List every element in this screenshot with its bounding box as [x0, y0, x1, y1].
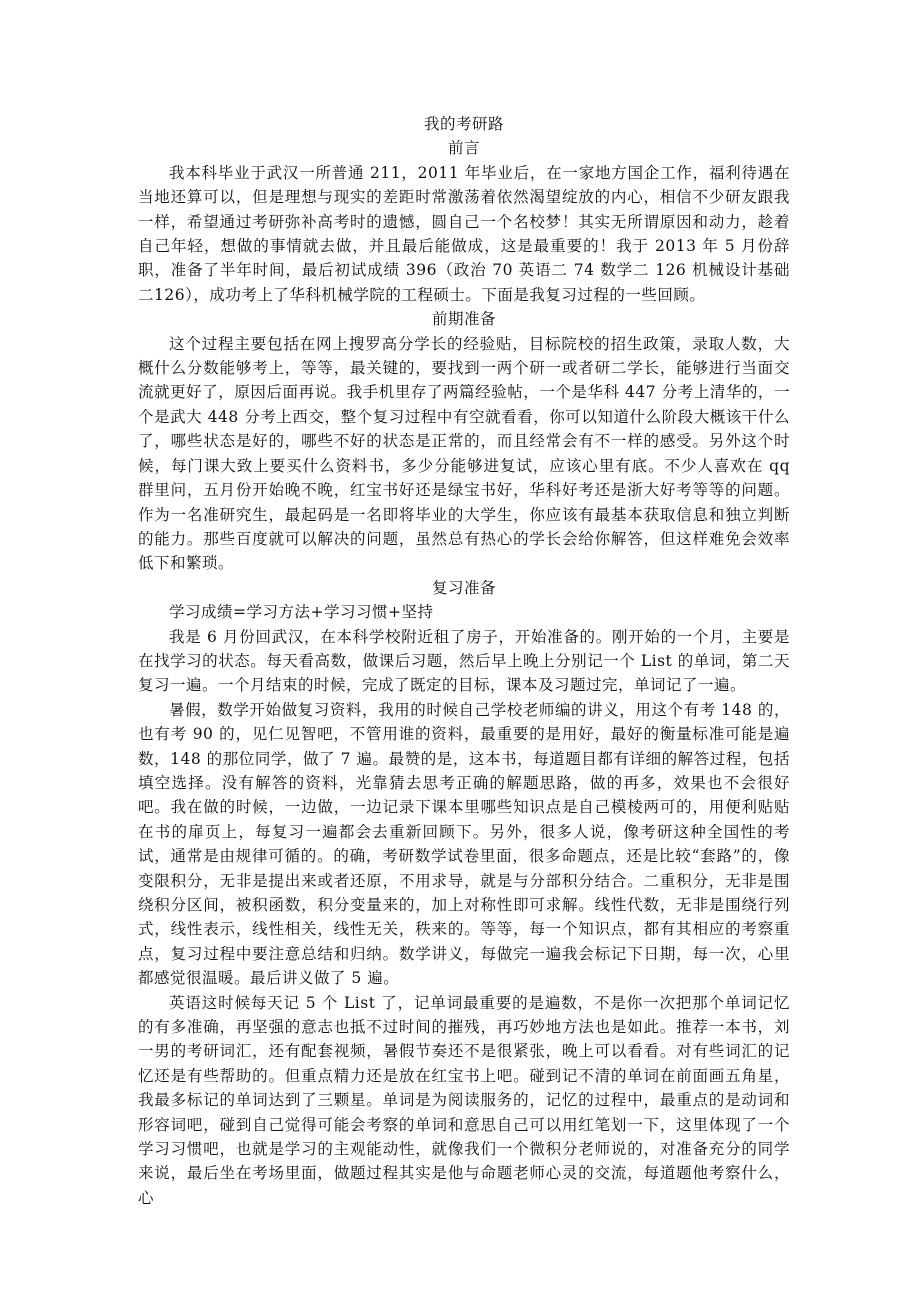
study-formula: 学习成绩=学习方法+学习习惯+坚持 [169, 603, 434, 622]
section-heading: 前言 [447, 139, 480, 158]
section-heading: 复习准备 [431, 578, 496, 597]
paragraph: 这个过程主要包括在网上搜罗高分学长的经验贴，目标院校的招生政策，录取人数，大概什么分数能够考上，等等，最关键的，要找到一两个研一或者研二学长，能够进行当面交流就更好了，原因后面再说。我手机里存了两篇经验帖，一个是华科 447 分考上清华的，一个是武大 448 分考上西交，整个复习过程中有空就看看，你可以知道什么阶段大概该干什么了，哪些状态是好的，哪些不好的状态是正常的，而且经常会有不一样的感受。另外这个时候，每门课大致上要买什么资料书，多少分能够进复试，应该心里有底。不少人喜欢在 qq 群里问，五月份开始晚不晚，红宝书好还是绿宝书好，华科好考还是浙大好考等等的问题。作为一名准研究生，最起码是一名即将毕业的大学生，你应该有最基本获取信息和独立判断的能力。那些百度就可以解决的问题，虽然总有热心的学长会给你解答，但这样难免会效率低下和繁琐。 [138, 334, 790, 573]
section-preface [138, 136, 790, 307]
paragraph: 暑假，数学开始做复习资料，我用的时候自己学校老师编的讲义，用这个有考 148 的，也有考 90 的，见仁见智吧，不管用谁的资料，最重要的是用好，最好的衡量标准可能是遍数，148 的那位同学，做了 7 遍。最赞的是，这本书，每道题目都有详细的解答过程，包括填空选择。没有解答的资料，光靠猜去思考正确的解题思路，做的再多，效果也不会很好吧。我在做的时候，一边做，一边记录下课本里哪些知识点是自己模棱两可的，用便利贴贴在书的扉页上，每复习一遍都会去重新回顾下。另外，很多人说，像考研这种全国性的考试，通常是由规律可循的。的确，考研数学试卷里面，很多命题点，还是比较“套路”的，像变限积分，无非是提出来或者还原，不用求导，就是与分部积分结合。二重积分，无非是围绕积分区间，被积函数，积分变量来的，加上对称性即可求解。线性代数，无非是围绕行列式，线性表示，线性相关，线性无关，秩来的。等等，每一个知识点，都有其相应的考察重点，复习过程中要注意总结和归纳。数学讲义，每做完一遍我会标记下日期，每一次，心里都感觉很温暖。最后讲义做了 5 遍。 [138, 700, 790, 988]
paragraph: 英语这时候每天记 5 个 List 了，记单词最重要的是遍数，不是你一次把那个单词记忆的有多准确，再坚强的意志也抵不过时间的摧残，再巧妙地方法也是如此。推荐一本书，刘一男的考研词汇，还有配套视频，暑假节奏还不是很紧张，晚上可以看看。对有些词汇的记忆还是有些帮助的。但重点精力还是放在红宝书上吧。碰到记不清的单词在前面画五角星，我最多标记的单词达到了三颗星。单词是为阅读服务的，记忆的过程中，最重点的是动词和形容词吧，碰到自己觉得可能会考察的单词和意思自己可以用红笔划一下，这里体现了一个学习习惯吧，也就是学习的主观能动性，就像我们一个微积分老师说的，对准备充分的同学来说，最后坐在考场里面，做题过程其实是他与命题老师心灵的交流，每道题他考察什么，心 [138, 993, 790, 1207]
paragraph: 我本科毕业于武汉一所普通 211，2011 年毕业后，在一家地方国企工作，福利待遇在当地还算可以，但是理想与现实的差距时常激荡着依然渴望绽放的内心，相信不少研友跟我一样，希望通过考研弥补高考时的遗憾，圆自己一个名校梦！其实无所谓原因和动力，趁着自己年轻，想做的事情就去做，并且最后能做成，这是最重要的！我于 2013 年 5 月份辞职，准备了半年时间，最后初试成绩 396（政治 70 英语二 74 数学二 126 机械设计基础二126），成功考上了华科机械学院的工程硕士。下面是我复习过程的一些回顾。 [138, 163, 790, 304]
document-page [138, 112, 790, 1210]
section-heading: 前期准备 [431, 310, 496, 329]
paragraph: 我是 6 月份回武汉，在本科学校附近租了房子，开始准备的。刚开始的一个月，主要是在找学习的状态。每天看高数，做课后习题，然后早上晚上分别记一个 List 的单词，第二天复习一遍。一个月结束的时候，完成了既定的目标，课本及习题过完，单词记了一遍。 [138, 627, 790, 695]
section-review-preparation [138, 576, 790, 1211]
section-early-preparation [138, 307, 790, 575]
document-title: 我的考研路 [423, 115, 504, 133]
